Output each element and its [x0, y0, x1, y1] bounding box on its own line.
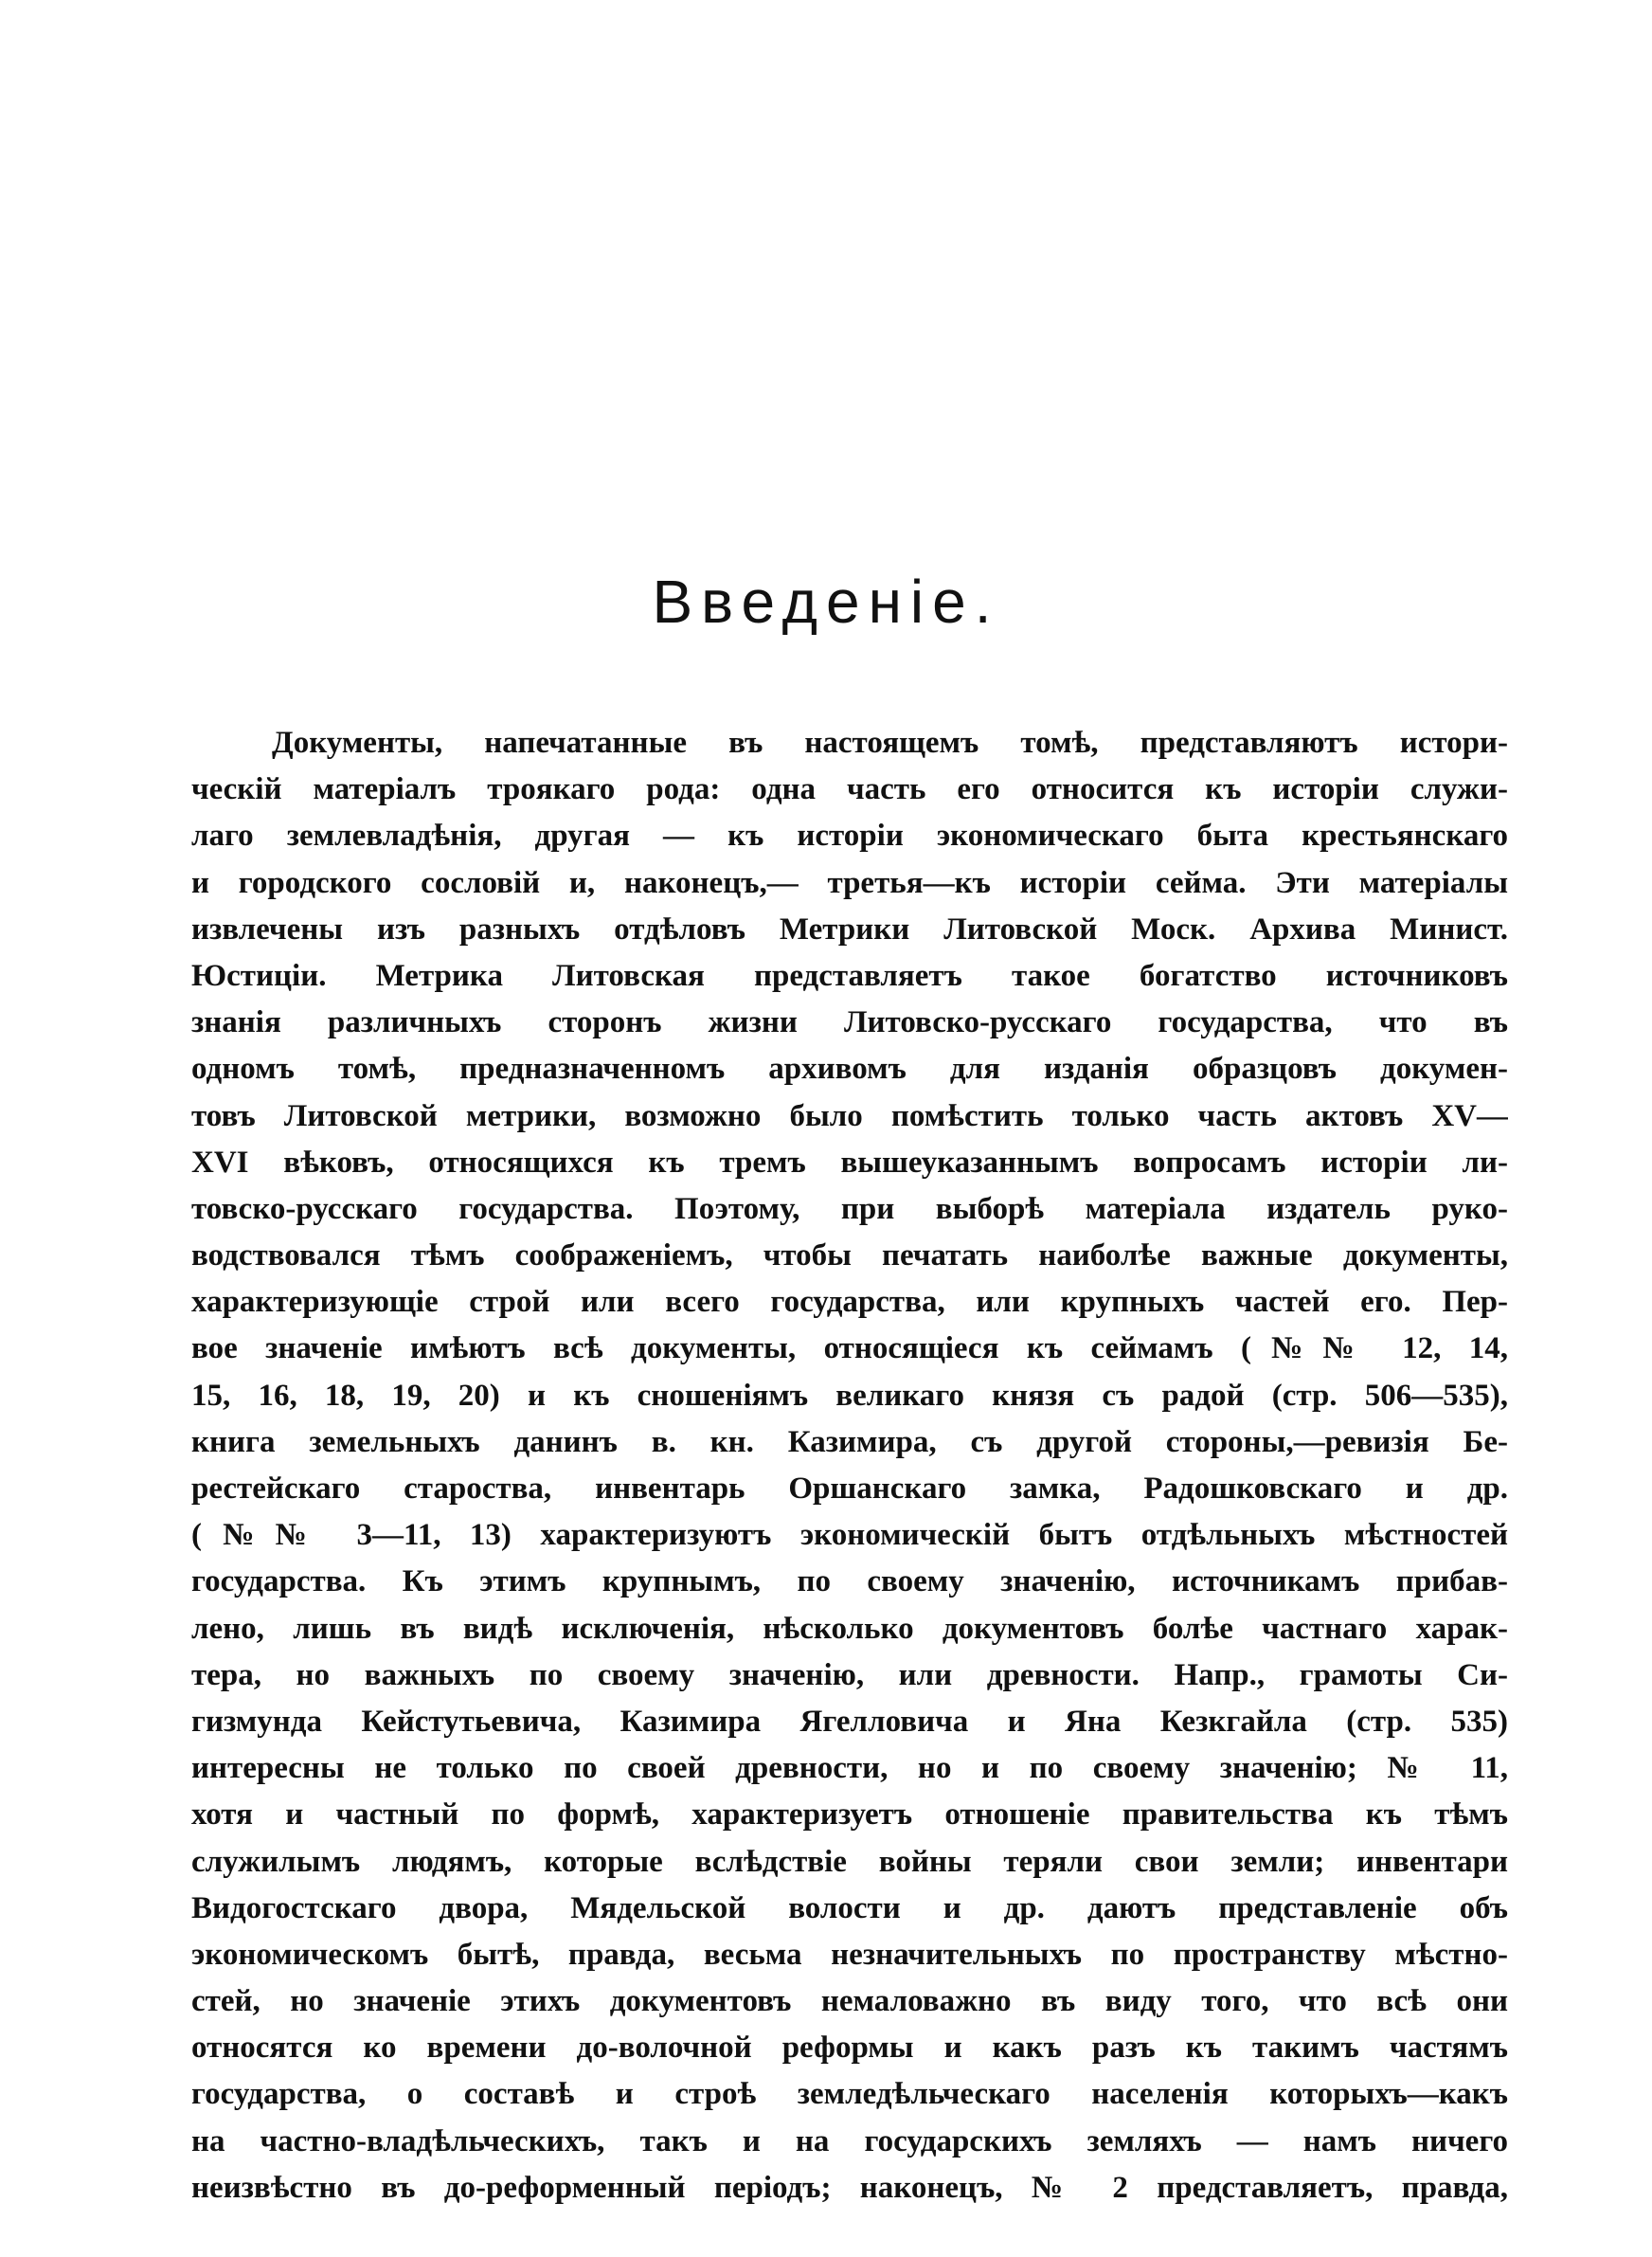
- text-line: 15, 16, 18, 19, 20) и къ сношенiямъ великаго князя съ радой (стр. 506—535),: [191, 1378, 1508, 1413]
- text-line: Юстицiи. Метрика Литовская представляетъ такое богатство источниковъ: [191, 958, 1508, 993]
- text-line: стей, но значенiе этихъ документовъ немаловажно въ виду того, что всѣ они: [191, 1984, 1508, 2019]
- text-line: тера, но важныхъ по своему значенiю, или древности. Напр., грамоты Си-: [191, 1657, 1508, 1692]
- text-line: служилымъ людямъ, которые вслѣдствiе войны теряли свои земли; инвентари: [191, 1844, 1508, 1879]
- text-line: на частно-владѣльческихъ, такъ и на государскихъ земляхъ — намъ ничего: [191, 2123, 1508, 2158]
- text-line: извлечены изъ разныхъ отдѣловъ Метрики Литовской Моск. Архива Минист.: [191, 912, 1508, 947]
- text-line: книга земельныхъ данинъ в. кн. Казимира, съ другой стороны,—ревизiя Бе-: [191, 1424, 1508, 1459]
- text-line: (№№ 3—11, 13) характеризуютъ экономическiй бытъ отдѣльныхъ мѣстностей: [191, 1518, 1508, 1553]
- text-line: лаго землевладѣнiя, другая — къ исторiи экономическаго быта крестьянскаго: [191, 819, 1508, 854]
- text-line: водствовался тѣмъ соображенiемъ, чтобы печатать наиболѣе важные документы,: [191, 1238, 1508, 1273]
- text-line: товско-русскаго государства. Поэтому, при выборѣ матерiала издатель руко-: [191, 1191, 1508, 1226]
- text-line: и городского сословiй и, наконецъ,— третья—къ исторiи сейма. Эти матерiалы: [191, 865, 1508, 900]
- body-text: [191, 720, 1508, 2212]
- text-line: относятся ко времени до-волочной реформы и какъ разъ къ такимъ частямъ: [191, 2031, 1508, 2066]
- text-line: Документы, напечатанные въ настоящемъ томѣ, представляютъ истори-: [272, 726, 1508, 760]
- text-line: Видогостскаго двора, Мядельской волости и др. даютъ представленiе объ: [191, 1890, 1508, 1925]
- text-line: знанiя различныхъ сторонъ жизни Литовско-русскаго государства, что въ: [191, 1005, 1508, 1040]
- text-line: хотя и частный по формѣ, характеризуетъ отношенiе правительства къ тѣмъ: [191, 1797, 1508, 1833]
- text-line: экономическомъ бытѣ, правда, весьма незначительныхъ по пространству мѣстно-: [191, 1937, 1508, 1972]
- text-line: XVI вѣковъ, относящихся къ тремъ вышеуказаннымъ вопросамъ исторiи ли-: [191, 1145, 1508, 1180]
- text-line: неизвѣстно въ до-реформенный перiодъ; наконецъ, № 2 представляетъ, правда,: [191, 2170, 1508, 2205]
- text-line: одномъ томѣ, предназначенномъ архивомъ для изданiя образцовъ докумен-: [191, 1052, 1508, 1087]
- text-line: государства. Къ этимъ крупнымъ, по своему значенiю, источникамъ прибав-: [191, 1564, 1508, 1599]
- page-title: Введенiе.: [652, 568, 1000, 636]
- text-line: характеризующiе строй или всего государства, или крупныхъ частей его. Пер-: [191, 1285, 1508, 1320]
- text-line: гизмунда Кейстутьевича, Казимира Ягелловича и Яна Кезкгайла (стр. 535): [191, 1704, 1508, 1739]
- text-line: интересны не только по своей древности, но и по своему значенiю; № 11,: [191, 1751, 1508, 1786]
- text-line: ческiй матерiалъ трoякаго рода: одна часть его относится къ исторiи служи-: [191, 772, 1508, 807]
- text-line: государства, о составѣ и строѣ земледѣльческаго населенiя которыхъ—какъ: [191, 2077, 1508, 2112]
- text-line: вое значенiе имѣютъ всѣ документы, относящiеся къ сеймамъ (№№ 12, 14,: [191, 1331, 1508, 1366]
- text-line: лено, лишь въ видѣ исключенiя, нѣсколько документовъ болѣе частнаго харак-: [191, 1611, 1508, 1646]
- text-line: рестейскаго староства, инвентарь Оршанскаго замка, Радошковскаго и др.: [191, 1472, 1508, 1506]
- text-line: товъ Литовской метрики, возможно было помѣстить только часть актовъ XV—: [191, 1098, 1508, 1133]
